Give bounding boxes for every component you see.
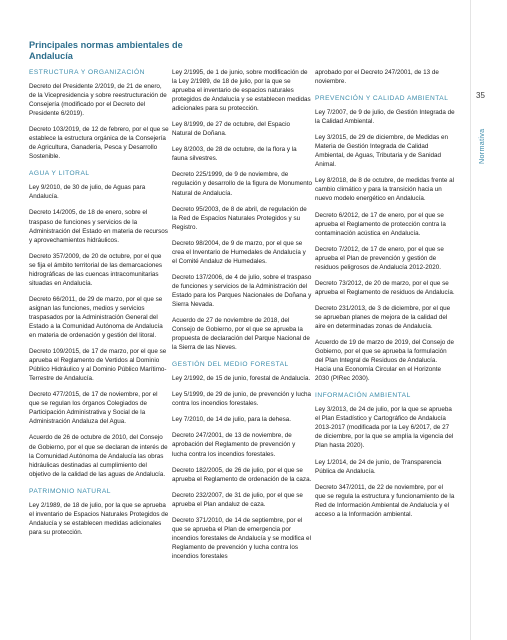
law-entry: Decreto 137/2006, de 4 de julio, sobre el traspaso de funciones y servicios de la Administración del Estado para los Parques Nacionales de Doñana y Sierra Nevada. xyxy=(172,273,312,308)
law-entry: Decreto 14/2005, de 18 de enero, sobre el traspaso de funciones y servicios de la Administración del Estado en materia de recursos y aprovechamientos hidráulicos. xyxy=(29,209,168,244)
law-entry: Decreto 247/2001, de 13 de noviembre, de aprobación del Reglamento de prevención y lucha contra los incendios forestales. xyxy=(172,432,296,458)
section-side-label: Normativa xyxy=(477,128,486,164)
margin-rule xyxy=(470,0,471,640)
law-entry: Decreto 477/2015, de 17 de noviembre, por el que se regulan los órganos Colegiados de Participación Administrativa y Social de la Administración Andaluza del Agua. xyxy=(29,391,158,426)
law-entry: Decreto 231/2013, de 3 de diciembre, por el que se aprueban planes de mejora de la calidad del aire en determinadas zonas de Andalucía. xyxy=(315,304,451,330)
law-entry: Acuerdo de 26 de octubre de 2010, del Consejo de Gobierno, por el que se declaran de interés de la Comunidad Autónoma de Andalucía las obras hidráulicas destinadas al cumplimiento del objetivo de la calidad de las aguas de Andalucía. xyxy=(29,434,168,478)
law-entry: Decreto 182/2005, de 26 de julio, por el que se aprueba el Reglamento de ordenación de la caza. xyxy=(172,466,312,483)
law-entry: Ley 8/1999, de 27 de octubre, del Espacio Natural de Doñana. xyxy=(172,121,290,138)
law-entry: Ley 1/2014, de 24 de junio, de Transparencia Pública de Andalucía. xyxy=(315,458,442,475)
law-entry: Ley 7/2007, de 9 de julio, de Gestión Integrada de la Calidad Ambiental. xyxy=(315,109,455,126)
law-entry: Decreto 95/2003, de 8 de abril, de regulación de la Red de Espacios Naturales Protegidos y su Registro. xyxy=(172,205,307,231)
section-heading-prevencion: PREVENCIÓN Y CALIDAD AMBIENTAL xyxy=(315,95,449,103)
law-entry: Decreto 371/2010, de 14 de septiembre, por el que se aprueba el Plan de emergencia por incendios forestales de Andalucía y se modifica el Reglamento de prevención y lucha contra los incendios forestales xyxy=(172,516,311,560)
law-entry: Decreto 98/2004, de 9 de marzo, por el que se crea el Inventario de Humedales de Andalucía y el Comité Andaluz de Humedales. xyxy=(172,239,306,265)
law-entry: Acuerdo de 19 de marzo de 2019, del Consejo de Gobierno, por el que se aprueba la formulación del Plan Integral de Residuos de Andalucía. Hacia una Economía Circular en el Horizonte 2030 (PIRec 2030). xyxy=(315,339,454,383)
law-entry: Decreto 6/2012, de 17 de enero, por el que se aprueba el Reglamento de protección contra la contaminación acústica en Andalucía. xyxy=(315,211,446,237)
section-heading-informacion: INFORMACIÓN AMBIENTAL xyxy=(315,392,411,400)
law-entry: Ley 3/2015, de 29 de diciembre, de Medidas en Materia de Gestión Integrada de Calidad Ambiental, de Aguas, Tributaria y de Sanidad Animal. xyxy=(315,134,449,169)
law-entry: Decreto 103/2019, de 12 de febrero, por el que se establece la estructura orgánica de la Consejería de Agricultura, Ganadería, Pesca y Desarrollo Sostenible. xyxy=(29,126,169,161)
law-entry: Decreto 357/2009, de 20 de octubre, por el que se fija el ámbito territorial de las demarcaciones hidrográficas de las cuencas intracomunitarias situadas en Andalucía. xyxy=(29,252,162,287)
section-heading-forestal: GESTIÓN DEL MEDIO FORESTAL xyxy=(172,361,289,369)
law-entry: Acuerdo de 27 de noviembre de 2018, del Consejo de Gobierno, por el que se aprueba la propuesta de declaración del Parque Nacional de la Sierra de las Nieves. xyxy=(172,317,310,352)
section-heading-agua: AGUA Y LITORAL xyxy=(29,170,90,178)
law-entry: Ley 8/2003, de 28 de octubre, de la flora y la fauna silvestres. xyxy=(172,146,297,163)
law-entry: Decreto 73/2012, de 20 de marzo, por el que se aprueba el Reglamento de residuos de Andalucía. xyxy=(315,279,455,296)
column-3 xyxy=(315,68,455,526)
law-entry: Decreto del Presidente 2/2019, de 21 de enero, de la Vicepresidencia y sobre reestructuración de Consejería (modificado por el Decreto del Presidente 6/2019). xyxy=(29,83,167,118)
column-2 xyxy=(172,68,312,568)
page-title: Principales normas ambientales de Andalucía xyxy=(29,40,183,61)
law-entry: Ley 7/2010, de 14 de julio, para la dehesa. xyxy=(172,416,292,424)
law-entry: Decreto 232/2007, de 31 de julio, por el que se aprueba el Plan andaluz de caza. xyxy=(172,491,303,508)
law-entry: Ley 3/2013, de 24 de julio, por la que se aprueba el Plan Estadístico y Cartográfico de Andalucía 2013-2017 (modificada por la Ley 6/2017, de 27 de diciembre, por la que se amplía la vigencia del Plan hasta 2020). xyxy=(315,406,454,450)
law-entry: Ley 2/1995, de 1 de junio, sobre modificación de la Ley 2/1989, de 18 de julio, por la que se aprueba el inventario de espacios naturales protegidos de Andalucía y se establecen medidas adicionales para su protección. xyxy=(172,69,311,113)
law-entry: Decreto 347/2011, de 22 de noviembre, por el que se regula la estructura y funcionamiento de la Red de Información Ambiental de Andalucía y el acceso a la Información ambiental. xyxy=(315,483,455,518)
law-entry: Decreto 66/2011, de 29 de marzo, por el que se asignan las funciones, medios y servicios traspasados por la Administración General del Estado a la Comunidad Autónoma de Andalucía en materia de ordenación y gestión del litoral. xyxy=(29,295,163,340)
law-entry: Decreto 109/2015, de 17 de marzo, por el que se aprueba el Reglamento de Vertidos al Dominio Público Hidráulico y al Dominio Público Marítimo-Terrestre de Andalucía. xyxy=(29,348,167,383)
section-heading-patrimonio: PATRIMONIO NATURAL xyxy=(29,487,111,495)
column-1 xyxy=(29,68,169,544)
law-entry: Ley 8/2018, de 8 de octubre, de medidas frente al cambio climático y para la transición hacia un nuevo modelo energético en Andalucía. xyxy=(315,177,454,203)
law-entry: Ley 5/1999, de 29 de junio, de prevención y lucha contra los incendios forestales. xyxy=(172,391,311,408)
law-entry: Decreto 7/2012, de 17 de enero, por el que se aprueba el Plan de prevención y gestión de residuos peligrosos de Andalucía 2012-2020. xyxy=(315,245,444,271)
section-heading-estructura: ESTRUCTURA Y ORGANIZACIÓN xyxy=(29,69,145,76)
law-entry: Ley 9/2010, de 30 de julio, de Aguas para Andalucía. xyxy=(29,184,146,201)
law-entry: Ley 2/1989, de 18 de julio, por la que se aprueba el inventario de Espacios Naturales Protegidos de Andalucía y se establecen medidas adicionales para su protección. xyxy=(29,501,169,536)
page-number: 35 xyxy=(476,91,485,100)
law-entry: aprobado por el Decreto 247/2001, de 13 de noviembre. xyxy=(315,69,439,86)
law-entry: Ley 2/1992, de 15 de junio, forestal de Andalucía. xyxy=(172,375,311,383)
law-entry: Decreto 225/1999, de 9 de noviembre, de regulación y desarrollo de la figura de Monumento Natural de Andalucía. xyxy=(172,171,313,197)
